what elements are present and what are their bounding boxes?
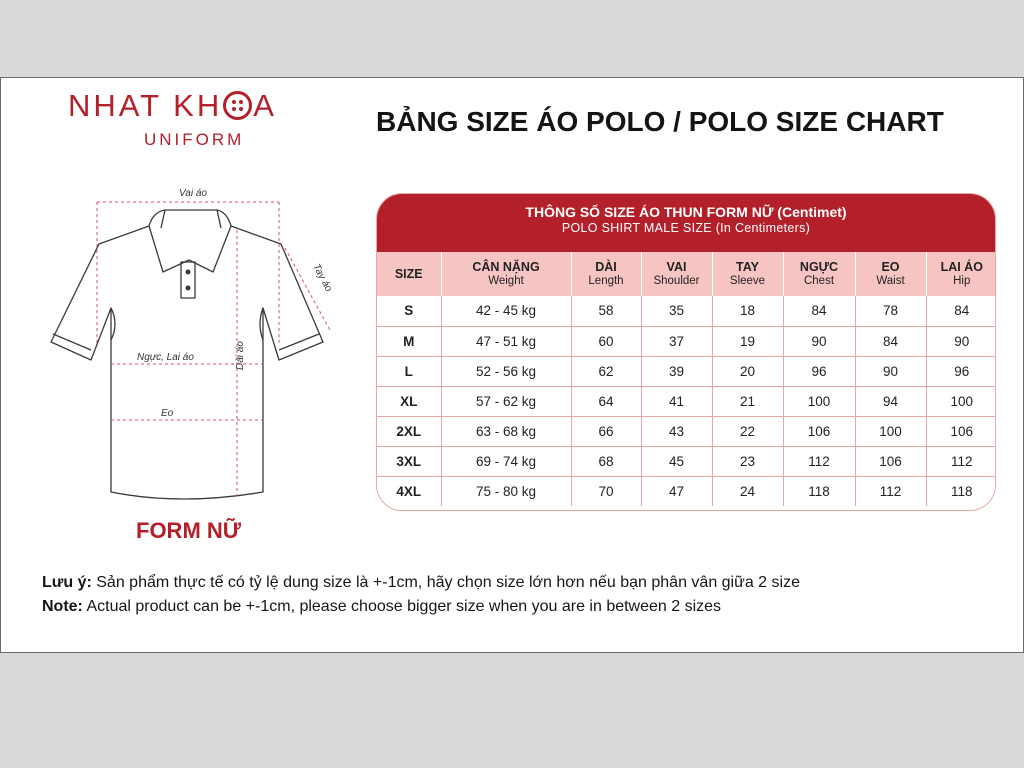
chest-hip-label: Ngực, Lai áo	[137, 352, 194, 363]
column-header-en: Chest	[803, 275, 835, 287]
size-table	[376, 193, 996, 511]
value-cell: 60	[571, 326, 641, 356]
value-cell: 78	[855, 296, 926, 326]
length-label: Dài áo	[235, 341, 246, 370]
value-cell: 100	[855, 416, 926, 446]
column-header	[855, 252, 926, 296]
value-cell: 19	[712, 326, 783, 356]
value-cell: 84	[783, 296, 855, 326]
brand-sub: UNIFORM	[144, 130, 245, 149]
table-row	[377, 416, 996, 446]
column-header-vi: CÂN NẶNG	[472, 260, 540, 274]
value-cell: 90	[926, 326, 996, 356]
value-cell: 58	[571, 296, 641, 326]
column-header-en: Weight	[488, 275, 524, 287]
value-cell: 43	[641, 416, 712, 446]
value-cell: 96	[926, 356, 996, 386]
size-grid	[377, 252, 996, 506]
value-cell: 112	[855, 476, 926, 506]
size-cell: S	[404, 303, 414, 319]
page-title: BẢNG SIZE ÁO POLO / POLO SIZE CHART	[376, 106, 944, 137]
sleeve-label: Tay áo	[310, 262, 334, 294]
value-cell: 64	[571, 386, 641, 416]
column-header	[783, 252, 855, 296]
column-header-vi: EO	[881, 260, 900, 274]
size-table-header	[377, 194, 995, 252]
table-row	[377, 446, 996, 476]
value-cell: 18	[712, 296, 783, 326]
brand-name-text-end: A	[253, 88, 277, 123]
value-cell: 21	[712, 386, 783, 416]
column-header-vi: DÀI	[595, 260, 617, 274]
value-cell: 106	[783, 416, 855, 446]
table-row	[377, 296, 996, 326]
size-cell: 2XL	[377, 416, 441, 446]
column-header-en: Length	[588, 275, 624, 287]
value-cell: 52 - 56 kg	[441, 356, 571, 386]
table-row	[377, 386, 996, 416]
value-cell: 47	[641, 476, 712, 506]
column-header	[441, 252, 571, 296]
value-cell: 69 - 74 kg	[441, 446, 571, 476]
size-table-title: THÔNG SỐ SIZE ÁO THUN FORM NỮ (Centimet)	[525, 204, 847, 220]
size-cell: 3XL	[377, 446, 441, 476]
value-cell: 24	[712, 476, 783, 506]
value-cell: 35	[641, 296, 712, 326]
column-header	[377, 252, 441, 296]
value-cell: 112	[783, 446, 855, 476]
note-en	[42, 595, 800, 619]
note-vi	[42, 571, 800, 595]
value-cell: 41	[641, 386, 712, 416]
waist-label: Eo	[161, 408, 174, 419]
value-cell: 100	[926, 386, 996, 416]
table-row	[377, 356, 996, 386]
value-cell: 68	[571, 446, 641, 476]
value-cell: 90	[855, 356, 926, 386]
value-cell: 70	[571, 476, 641, 506]
size-cell: 4XL	[377, 476, 441, 506]
value-cell: 23	[712, 446, 783, 476]
polo-shirt-diagram	[41, 184, 361, 514]
column-header	[926, 252, 996, 296]
value-cell: 106	[926, 416, 996, 446]
column-header	[712, 252, 783, 296]
value-cell: 66	[571, 416, 641, 446]
size-chart-sheet	[0, 77, 1024, 653]
column-header-en: Waist	[876, 275, 905, 287]
value-cell: 118	[783, 476, 855, 506]
shoulder-label: Vai áo	[179, 188, 207, 199]
column-header-en: Shoulder	[653, 275, 700, 287]
value-cell: 39	[641, 356, 712, 386]
column-header	[641, 252, 712, 296]
value-cell: 100	[783, 386, 855, 416]
column-header-en: Sleeve	[729, 275, 766, 287]
column-header-vi: LAI ÁO	[940, 260, 983, 274]
column-header-vi: SIZE	[394, 267, 423, 281]
size-cell: XL	[377, 386, 441, 416]
size-cell: L	[377, 356, 441, 386]
brand-name	[68, 88, 277, 124]
value-cell: 96	[783, 356, 855, 386]
logo-button-icon	[223, 91, 252, 120]
note-vi-text: Sản phẩm thực tế có tỷ lệ dung size là +-1cm, hãy chọn size lớn hơn nếu bạn phân vân giữa 2 size	[91, 574, 800, 591]
value-cell: 106	[855, 446, 926, 476]
column-header-vi: TAY	[736, 260, 759, 274]
column-header-vi: NGỰC	[799, 260, 839, 274]
table-row	[377, 326, 996, 356]
value-cell: 94	[855, 386, 926, 416]
value-cell: 63 - 68 kg	[441, 416, 571, 446]
value-cell: 90	[783, 326, 855, 356]
size-table-subtitle: POLO SHIRT MALE SIZE (In Centimeters)	[561, 221, 811, 235]
value-cell: 57 - 62 kg	[441, 386, 571, 416]
brand-logo	[68, 88, 328, 150]
value-cell: 20	[712, 356, 783, 386]
value-cell: 75 - 80 kg	[441, 476, 571, 506]
note-vi-label: Lưu ý:	[42, 574, 92, 591]
value-cell: 62	[571, 356, 641, 386]
value-cell: 84	[926, 296, 996, 326]
value-cell: 45	[641, 446, 712, 476]
notes	[42, 571, 800, 619]
value-cell: 84	[855, 326, 926, 356]
brand-name-text: NHAT KH	[68, 88, 223, 123]
value-cell: 22	[712, 416, 783, 446]
value-cell: 118	[926, 476, 996, 506]
value-cell: 37	[641, 326, 712, 356]
table-row	[377, 476, 996, 506]
value-cell: 112	[926, 446, 996, 476]
value-cell: 47 - 51 kg	[441, 326, 571, 356]
column-header	[571, 252, 641, 296]
column-header-vi: VAI	[666, 260, 687, 274]
note-en-label: Note:	[42, 598, 83, 615]
value-cell: 42 - 45 kg	[441, 296, 571, 326]
note-en-text: Actual product can be +-1cm, please choose bigger size when you are in between 2 sizes	[82, 598, 722, 615]
size-cell: M	[377, 326, 441, 356]
column-header-en: Hip	[953, 275, 971, 287]
form-label: FORM NỮ	[136, 518, 242, 543]
